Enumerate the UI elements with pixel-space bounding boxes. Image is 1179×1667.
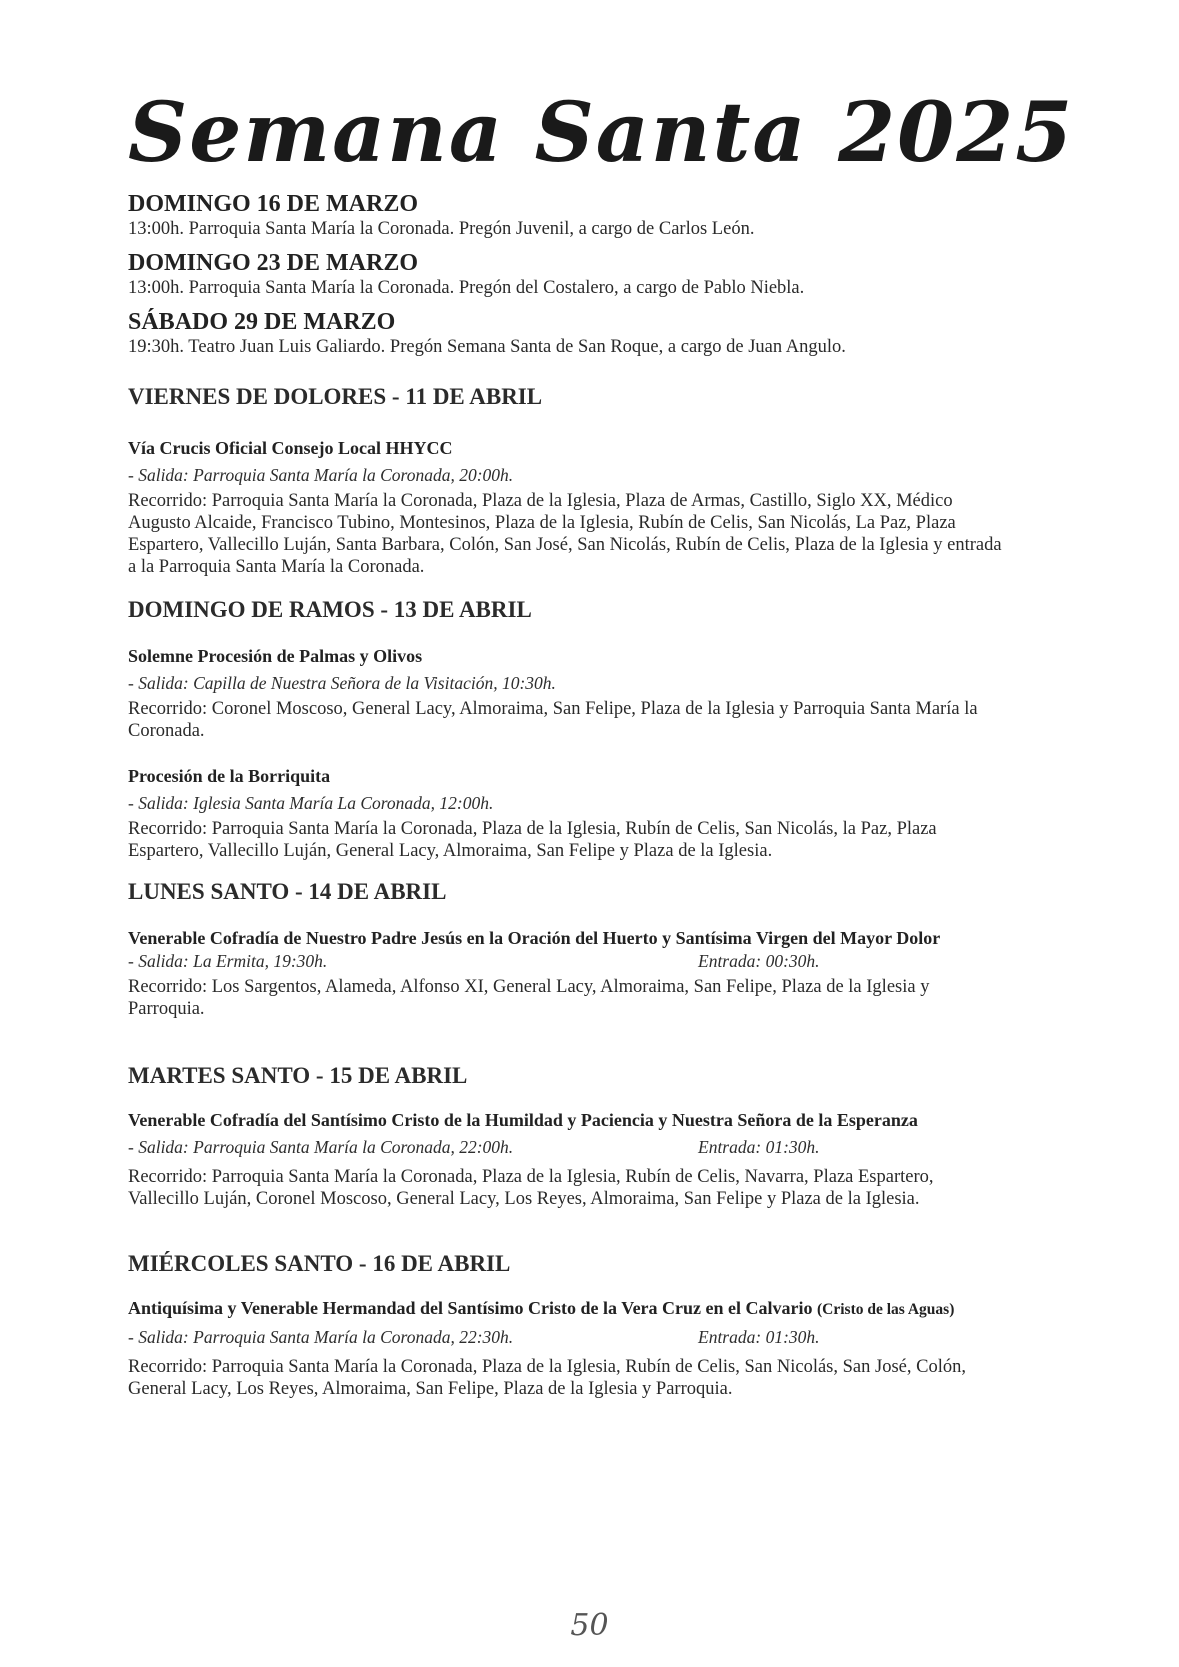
route-text: Recorrido: Parroquia Santa María la Coronada, Plaza de la Iglesia, Plaza de Armas, Castillo, Siglo XX, Médico Augusto Alcaide, Francisco Tubino, Montesinos, Plaza de la Iglesia, Rubín de Celis, San Nicolás, La Paz, Plaza Espartero, Vallecillo Luján, Santa Barbara, Colón, San José, San Nicolás, Rubín de Celis, Plaza de la Iglesia y entrada a la Parroquia Santa María la Coronada. <box>128 491 1002 577</box>
day-header: LUNES SANTO - 14 DE ABRIL <box>128 879 447 904</box>
procession-title: Solemne Procesión de Palmas y Olivos <box>128 646 423 666</box>
day-header: DOMINGO DE RAMOS - 13 DE ABRIL <box>128 597 532 622</box>
salida-text: - Salida: Parroquia Santa María la Coronada, 22:30h. <box>128 1327 514 1347</box>
event-description: 19:30h. Teatro Juan Luis Galiardo. Pregón Semana Santa de San Roque, a cargo de Juan Angulo. <box>128 337 846 357</box>
day-header: MARTES SANTO - 15 DE ABRIL <box>128 1063 468 1088</box>
route-text: Recorrido: Los Sargentos, Alameda, Alfonso XI, General Lacy, Almoraima, San Felipe, Plaza de la Iglesia y Parroquia. <box>128 977 930 1019</box>
procession-title: Vía Crucis Oficial Consejo Local HHYCC <box>128 438 453 458</box>
departure-info: - Salida: Iglesia Santa María La Coronada, 12:00h. <box>128 793 494 813</box>
salida-text: - Salida: Parroquia Santa María la Coronada, 22:00h. <box>128 1137 514 1157</box>
procession-title <box>128 1296 1008 1322</box>
procession-note: (Cristo de las Aguas) <box>817 1301 955 1318</box>
event-date: DOMINGO 23 DE MARZO <box>128 250 418 276</box>
route-text: Recorrido: Parroquia Santa María la Coronada, Plaza de la Iglesia, Rubín de Celis, San Nicolás, la Paz, Plaza Espartero, Vallecillo Luján, General Lacy, Almoraima, San Felipe y Plaza de la Iglesia. <box>128 819 937 861</box>
route-text: Recorrido: Coronel Moscoso, General Lacy, Almoraima, San Felipe, Plaza de la Iglesia y Parroquia Santa María la Coronada. <box>128 699 978 741</box>
procession-title: Venerable Cofradía del Santísimo Cristo de la Humildad y Paciencia y Nuestra Señora de la Esperanza <box>128 1110 918 1130</box>
salida-text: - Salida: La Ermita, 19:30h. <box>128 951 328 971</box>
departure-info <box>128 1326 1008 1348</box>
event-date: SÁBADO 29 DE MARZO <box>128 309 396 335</box>
day-header: MIÉRCOLES SANTO - 16 DE ABRIL <box>128 1251 511 1276</box>
document-page <box>128 85 1075 1400</box>
route-text: Recorrido: Parroquia Santa María la Coronada, Plaza de la Iglesia, Rubín de Celis, San Nicolás, San José, Colón, General Lacy, Los Reyes, Almoraima, San Felipe, Plaza de la Iglesia y Parroquia. <box>128 1357 966 1399</box>
departure-info <box>128 1136 1008 1158</box>
departure-info: - Salida: Capilla de Nuestra Señora de la Visitación, 10:30h. <box>128 673 556 693</box>
entrada-text: Entrada: 01:30h. <box>698 1137 820 1157</box>
event-description: 13:00h. Parroquia Santa María la Coronada. Pregón Juvenil, a cargo de Carlos León. <box>128 219 755 239</box>
page-title: Semana Santa 2025 <box>128 85 1075 181</box>
procession-title: Procesión de la Borriquita <box>128 766 331 786</box>
entrada-text: Entrada: 01:30h. <box>698 1327 820 1347</box>
event-date: DOMINGO 16 DE MARZO <box>128 191 418 217</box>
procession-title: Venerable Cofradía de Nuestro Padre Jesús en la Oración del Huerto y Santísima Virgen del Mayor Dolor <box>128 928 941 948</box>
route-text: Recorrido: Parroquia Santa María la Coronada, Plaza de la Iglesia, Rubín de Celis, Navarra, Plaza Espartero, Vallecillo Luján, Coronel Moscoso, General Lacy, Los Reyes, Almoraima, San Felipe y Plaza de la Iglesia. <box>128 1167 934 1209</box>
departure-info <box>128 950 1008 972</box>
event-description: 13:00h. Parroquia Santa María la Coronada. Pregón del Costalero, a cargo de Pablo Niebla. <box>128 278 805 298</box>
entrada-text: Entrada: 00:30h. <box>698 951 820 971</box>
day-header: VIERNES DE DOLORES - 11 DE ABRIL <box>128 384 543 409</box>
page-number: 50 <box>570 1608 609 1643</box>
departure-info: - Salida: Parroquia Santa María la Coronada, 20:00h. <box>128 465 514 485</box>
procession-name: Antiquísima y Venerable Hermandad del Santísimo Cristo de la Vera Cruz en el Calvario <box>128 1298 813 1318</box>
